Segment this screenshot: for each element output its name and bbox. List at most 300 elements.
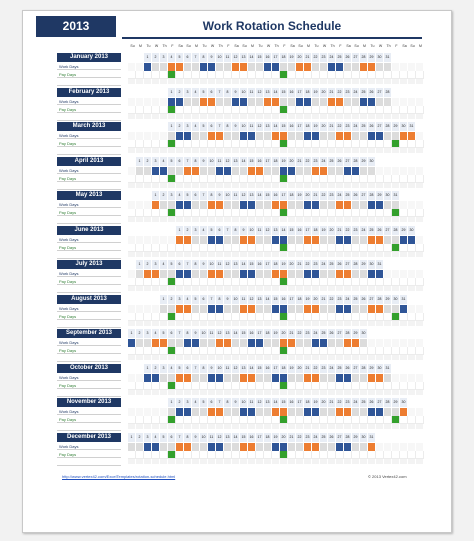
notes-cell[interactable] xyxy=(232,183,240,188)
notes-cell[interactable] xyxy=(368,355,376,360)
work-day-cell[interactable] xyxy=(176,98,184,106)
pay-day-cell[interactable] xyxy=(176,313,184,321)
notes-cell[interactable] xyxy=(408,390,416,395)
work-day-cell[interactable] xyxy=(264,98,272,106)
pay-day-cell[interactable] xyxy=(304,382,312,390)
notes-cell[interactable] xyxy=(408,217,416,222)
work-day-cell[interactable] xyxy=(304,201,312,209)
notes-cell[interactable] xyxy=(224,217,232,222)
pay-day-cell[interactable] xyxy=(152,175,160,183)
notes-cell[interactable] xyxy=(232,114,240,119)
work-day-cell[interactable] xyxy=(144,443,152,451)
notes-cell[interactable] xyxy=(168,183,176,188)
notes-cell[interactable] xyxy=(312,79,320,84)
pay-day-cell[interactable] xyxy=(152,416,160,424)
notes-cell[interactable] xyxy=(224,183,232,188)
work-day-cell[interactable] xyxy=(416,201,424,209)
work-day-cell[interactable] xyxy=(216,443,224,451)
pay-day-cell[interactable] xyxy=(312,416,320,424)
work-day-cell[interactable] xyxy=(416,305,424,313)
notes-cell[interactable] xyxy=(128,148,136,153)
notes-cell[interactable] xyxy=(376,390,384,395)
work-day-cell[interactable] xyxy=(312,443,320,451)
pay-day-cell[interactable] xyxy=(416,451,424,459)
work-day-cell[interactable] xyxy=(320,201,328,209)
work-day-cell[interactable] xyxy=(360,443,368,451)
work-day-cell[interactable] xyxy=(160,374,168,382)
pay-day-cell[interactable] xyxy=(216,175,224,183)
pay-day-cell[interactable] xyxy=(200,71,208,79)
notes-cell[interactable] xyxy=(320,148,328,153)
work-day-cell[interactable] xyxy=(136,167,144,175)
pay-day-cell[interactable] xyxy=(232,382,240,390)
work-day-cell[interactable] xyxy=(384,63,392,71)
work-day-cell[interactable] xyxy=(392,98,400,106)
notes-cell[interactable] xyxy=(328,79,336,84)
work-day-cell[interactable] xyxy=(352,63,360,71)
work-day-cell[interactable] xyxy=(280,63,288,71)
notes-cell[interactable] xyxy=(176,79,184,84)
notes-cell[interactable] xyxy=(368,114,376,119)
work-day-cell[interactable] xyxy=(336,408,344,416)
work-day-cell[interactable] xyxy=(192,443,200,451)
work-day-cell[interactable] xyxy=(304,374,312,382)
work-day-cell[interactable] xyxy=(200,63,208,71)
pay-day-cell[interactable] xyxy=(392,175,400,183)
pay-day-cell[interactable] xyxy=(392,209,400,217)
pay-day-cell[interactable] xyxy=(376,140,384,148)
work-day-cell[interactable] xyxy=(296,305,304,313)
pay-day-cell[interactable] xyxy=(168,416,176,424)
work-day-cell[interactable] xyxy=(128,201,136,209)
notes-cell[interactable] xyxy=(152,79,160,84)
notes-cell[interactable] xyxy=(344,114,352,119)
work-day-cell[interactable] xyxy=(368,443,376,451)
pay-day-cell[interactable] xyxy=(208,278,216,286)
notes-cell[interactable] xyxy=(296,286,304,291)
work-day-cell[interactable] xyxy=(280,408,288,416)
notes-cell[interactable] xyxy=(208,459,216,464)
pay-day-cell[interactable] xyxy=(336,382,344,390)
pay-day-cell[interactable] xyxy=(200,278,208,286)
notes-cell[interactable] xyxy=(352,79,360,84)
work-day-cell[interactable] xyxy=(312,305,320,313)
pay-day-cell[interactable] xyxy=(408,451,416,459)
notes-cell[interactable] xyxy=(400,252,408,257)
work-day-cell[interactable] xyxy=(344,374,352,382)
pay-day-cell[interactable] xyxy=(360,140,368,148)
pay-day-cell[interactable] xyxy=(408,278,416,286)
pay-day-cell[interactable] xyxy=(336,106,344,114)
pay-day-cell[interactable] xyxy=(160,313,168,321)
notes-cell[interactable] xyxy=(384,183,392,188)
pay-day-cell[interactable] xyxy=(368,175,376,183)
work-day-cell[interactable] xyxy=(416,63,424,71)
work-day-cell[interactable] xyxy=(144,132,152,140)
pay-day-cell[interactable] xyxy=(336,451,344,459)
notes-cell[interactable] xyxy=(336,252,344,257)
pay-day-cell[interactable] xyxy=(328,382,336,390)
pay-day-cell[interactable] xyxy=(304,140,312,148)
notes-cell[interactable] xyxy=(352,252,360,257)
pay-day-cell[interactable] xyxy=(216,416,224,424)
notes-cell[interactable] xyxy=(232,321,240,326)
notes-cell[interactable] xyxy=(192,424,200,429)
notes-cell[interactable] xyxy=(264,321,272,326)
notes-cell[interactable] xyxy=(168,148,176,153)
notes-cell[interactable] xyxy=(128,459,136,464)
notes-cell[interactable] xyxy=(280,217,288,222)
notes-cell[interactable] xyxy=(336,286,344,291)
work-day-cell[interactable] xyxy=(224,167,232,175)
pay-day-cell[interactable] xyxy=(296,416,304,424)
pay-day-cell[interactable] xyxy=(216,451,224,459)
work-day-cell[interactable] xyxy=(224,236,232,244)
notes-cell[interactable] xyxy=(256,424,264,429)
pay-day-cell[interactable] xyxy=(416,209,424,217)
work-day-cell[interactable] xyxy=(136,443,144,451)
work-day-cell[interactable] xyxy=(328,443,336,451)
pay-day-cell[interactable] xyxy=(136,209,144,217)
work-day-cell[interactable] xyxy=(392,201,400,209)
notes-cell[interactable] xyxy=(392,148,400,153)
pay-day-cell[interactable] xyxy=(144,347,152,355)
work-day-cell[interactable] xyxy=(216,132,224,140)
work-day-cell[interactable] xyxy=(184,339,192,347)
notes-cell[interactable] xyxy=(376,79,384,84)
notes-cell[interactable] xyxy=(224,286,232,291)
work-day-cell[interactable] xyxy=(232,132,240,140)
pay-day-cell[interactable] xyxy=(336,278,344,286)
work-day-cell[interactable] xyxy=(344,236,352,244)
work-day-cell[interactable] xyxy=(128,167,136,175)
pay-day-cell[interactable] xyxy=(256,313,264,321)
notes-cell[interactable] xyxy=(160,217,168,222)
notes-cell[interactable] xyxy=(336,424,344,429)
notes-cell[interactable] xyxy=(312,321,320,326)
work-day-cell[interactable] xyxy=(392,63,400,71)
work-day-cell[interactable] xyxy=(408,374,416,382)
work-day-cell[interactable] xyxy=(328,339,336,347)
work-day-cell[interactable] xyxy=(376,132,384,140)
work-day-cell[interactable] xyxy=(192,339,200,347)
notes-cell[interactable] xyxy=(280,424,288,429)
pay-day-cell[interactable] xyxy=(152,278,160,286)
pay-day-cell[interactable] xyxy=(360,209,368,217)
notes-cell[interactable] xyxy=(320,252,328,257)
notes-cell[interactable] xyxy=(176,390,184,395)
pay-day-cell[interactable] xyxy=(224,416,232,424)
notes-cell[interactable] xyxy=(336,355,344,360)
notes-cell[interactable] xyxy=(320,217,328,222)
work-day-cell[interactable] xyxy=(344,201,352,209)
pay-day-cell[interactable] xyxy=(192,209,200,217)
pay-day-cell[interactable] xyxy=(376,416,384,424)
pay-day-cell[interactable] xyxy=(328,278,336,286)
work-day-cell[interactable] xyxy=(392,132,400,140)
notes-cell[interactable] xyxy=(288,390,296,395)
work-day-cell[interactable] xyxy=(136,339,144,347)
notes-cell[interactable] xyxy=(184,252,192,257)
work-day-cell[interactable] xyxy=(376,201,384,209)
notes-cell[interactable] xyxy=(328,459,336,464)
work-day-cell[interactable] xyxy=(200,236,208,244)
notes-cell[interactable] xyxy=(136,148,144,153)
notes-cell[interactable] xyxy=(312,390,320,395)
notes-cell[interactable] xyxy=(328,321,336,326)
pay-day-cell[interactable] xyxy=(296,244,304,252)
notes-cell[interactable] xyxy=(336,321,344,326)
work-day-cell[interactable] xyxy=(248,443,256,451)
work-day-cell[interactable] xyxy=(136,201,144,209)
pay-day-cell[interactable] xyxy=(320,416,328,424)
work-day-cell[interactable] xyxy=(232,408,240,416)
notes-cell[interactable] xyxy=(184,459,192,464)
work-day-cell[interactable] xyxy=(264,132,272,140)
notes-cell[interactable] xyxy=(384,459,392,464)
notes-cell[interactable] xyxy=(184,217,192,222)
pay-day-cell[interactable] xyxy=(200,382,208,390)
pay-day-cell[interactable] xyxy=(288,451,296,459)
pay-day-cell[interactable] xyxy=(176,106,184,114)
work-day-cell[interactable] xyxy=(368,63,376,71)
notes-cell[interactable] xyxy=(152,390,160,395)
pay-day-cell[interactable] xyxy=(160,106,168,114)
pay-day-cell[interactable] xyxy=(264,140,272,148)
notes-cell[interactable] xyxy=(408,252,416,257)
work-day-cell[interactable] xyxy=(168,201,176,209)
work-day-cell[interactable] xyxy=(256,408,264,416)
pay-day-cell[interactable] xyxy=(248,209,256,217)
notes-cell[interactable] xyxy=(128,286,136,291)
pay-day-cell[interactable] xyxy=(152,71,160,79)
notes-cell[interactable] xyxy=(176,459,184,464)
work-day-cell[interactable] xyxy=(264,374,272,382)
work-day-cell[interactable] xyxy=(296,132,304,140)
pay-day-cell[interactable] xyxy=(360,106,368,114)
notes-cell[interactable] xyxy=(136,183,144,188)
notes-cell[interactable] xyxy=(272,355,280,360)
pay-day-cell[interactable] xyxy=(376,244,384,252)
pay-day-cell[interactable] xyxy=(376,451,384,459)
work-day-cell[interactable] xyxy=(296,443,304,451)
notes-cell[interactable] xyxy=(168,252,176,257)
pay-day-cell[interactable] xyxy=(208,106,216,114)
pay-day-cell[interactable] xyxy=(248,313,256,321)
notes-cell[interactable] xyxy=(416,321,424,326)
pay-day-cell[interactable] xyxy=(256,382,264,390)
pay-day-cell[interactable] xyxy=(336,175,344,183)
pay-day-cell[interactable] xyxy=(128,209,136,217)
pay-day-cell[interactable] xyxy=(360,313,368,321)
work-day-cell[interactable] xyxy=(288,305,296,313)
pay-day-cell[interactable] xyxy=(352,451,360,459)
notes-cell[interactable] xyxy=(192,183,200,188)
notes-cell[interactable] xyxy=(368,286,376,291)
notes-cell[interactable] xyxy=(416,148,424,153)
pay-day-cell[interactable] xyxy=(200,347,208,355)
work-day-cell[interactable] xyxy=(376,305,384,313)
notes-cell[interactable] xyxy=(296,217,304,222)
pay-day-cell[interactable] xyxy=(152,347,160,355)
notes-cell[interactable] xyxy=(264,148,272,153)
vertex42-link[interactable]: http://www.vertex42.com/ExcelTemplates/rotation-schedule.html xyxy=(62,474,176,479)
notes-cell[interactable] xyxy=(168,79,176,84)
notes-cell[interactable] xyxy=(200,321,208,326)
pay-day-cell[interactable] xyxy=(280,209,288,217)
work-day-cell[interactable] xyxy=(384,443,392,451)
work-day-cell[interactable] xyxy=(176,132,184,140)
work-day-cell[interactable] xyxy=(168,167,176,175)
notes-cell[interactable] xyxy=(144,459,152,464)
pay-day-cell[interactable] xyxy=(344,278,352,286)
pay-day-cell[interactable] xyxy=(240,175,248,183)
notes-cell[interactable] xyxy=(264,390,272,395)
work-day-cell[interactable] xyxy=(176,305,184,313)
notes-cell[interactable] xyxy=(248,459,256,464)
pay-day-cell[interactable] xyxy=(320,106,328,114)
work-day-cell[interactable] xyxy=(344,305,352,313)
notes-cell[interactable] xyxy=(384,424,392,429)
notes-cell[interactable] xyxy=(328,286,336,291)
pay-day-cell[interactable] xyxy=(304,313,312,321)
notes-cell[interactable] xyxy=(208,183,216,188)
work-day-cell[interactable] xyxy=(208,167,216,175)
pay-day-cell[interactable] xyxy=(392,451,400,459)
pay-day-cell[interactable] xyxy=(136,278,144,286)
pay-day-cell[interactable] xyxy=(280,106,288,114)
work-day-cell[interactable] xyxy=(152,374,160,382)
notes-cell[interactable] xyxy=(248,321,256,326)
pay-day-cell[interactable] xyxy=(352,347,360,355)
pay-day-cell[interactable] xyxy=(192,382,200,390)
pay-day-cell[interactable] xyxy=(408,71,416,79)
pay-day-cell[interactable] xyxy=(176,347,184,355)
work-day-cell[interactable] xyxy=(232,305,240,313)
pay-day-cell[interactable] xyxy=(360,71,368,79)
notes-cell[interactable] xyxy=(152,355,160,360)
work-day-cell[interactable] xyxy=(400,374,408,382)
pay-day-cell[interactable] xyxy=(312,347,320,355)
work-day-cell[interactable] xyxy=(304,167,312,175)
work-day-cell[interactable] xyxy=(208,339,216,347)
notes-cell[interactable] xyxy=(144,183,152,188)
pay-day-cell[interactable] xyxy=(328,209,336,217)
work-day-cell[interactable] xyxy=(360,408,368,416)
pay-day-cell[interactable] xyxy=(192,313,200,321)
notes-cell[interactable] xyxy=(208,424,216,429)
notes-cell[interactable] xyxy=(296,252,304,257)
pay-day-cell[interactable] xyxy=(272,313,280,321)
pay-day-cell[interactable] xyxy=(152,244,160,252)
notes-cell[interactable] xyxy=(368,148,376,153)
work-day-cell[interactable] xyxy=(280,305,288,313)
notes-cell[interactable] xyxy=(288,79,296,84)
notes-cell[interactable] xyxy=(200,390,208,395)
notes-cell[interactable] xyxy=(208,148,216,153)
work-day-cell[interactable] xyxy=(304,408,312,416)
work-day-cell[interactable] xyxy=(272,305,280,313)
notes-cell[interactable] xyxy=(208,321,216,326)
pay-day-cell[interactable] xyxy=(416,416,424,424)
notes-cell[interactable] xyxy=(312,252,320,257)
work-day-cell[interactable] xyxy=(400,63,408,71)
notes-cell[interactable] xyxy=(304,148,312,153)
pay-day-cell[interactable] xyxy=(280,175,288,183)
work-day-cell[interactable] xyxy=(192,374,200,382)
work-day-cell[interactable] xyxy=(144,167,152,175)
pay-day-cell[interactable] xyxy=(216,140,224,148)
pay-day-cell[interactable] xyxy=(336,140,344,148)
pay-day-cell[interactable] xyxy=(288,278,296,286)
pay-day-cell[interactable] xyxy=(400,382,408,390)
work-day-cell[interactable] xyxy=(152,201,160,209)
notes-cell[interactable] xyxy=(184,424,192,429)
pay-day-cell[interactable] xyxy=(208,140,216,148)
work-day-cell[interactable] xyxy=(144,201,152,209)
work-day-cell[interactable] xyxy=(144,305,152,313)
notes-cell[interactable] xyxy=(184,183,192,188)
work-day-cell[interactable] xyxy=(224,374,232,382)
notes-cell[interactable] xyxy=(160,321,168,326)
pay-day-cell[interactable] xyxy=(200,244,208,252)
work-day-cell[interactable] xyxy=(328,201,336,209)
pay-day-cell[interactable] xyxy=(176,209,184,217)
notes-cell[interactable] xyxy=(208,390,216,395)
notes-cell[interactable] xyxy=(328,148,336,153)
pay-day-cell[interactable] xyxy=(312,140,320,148)
work-day-cell[interactable] xyxy=(368,98,376,106)
work-day-cell[interactable] xyxy=(256,167,264,175)
notes-cell[interactable] xyxy=(376,321,384,326)
notes-cell[interactable] xyxy=(152,183,160,188)
notes-cell[interactable] xyxy=(328,252,336,257)
work-day-cell[interactable] xyxy=(176,201,184,209)
notes-cell[interactable] xyxy=(368,79,376,84)
work-day-cell[interactable] xyxy=(312,98,320,106)
pay-day-cell[interactable] xyxy=(344,140,352,148)
pay-day-cell[interactable] xyxy=(240,106,248,114)
notes-cell[interactable] xyxy=(304,114,312,119)
work-day-cell[interactable] xyxy=(360,98,368,106)
pay-day-cell[interactable] xyxy=(168,278,176,286)
pay-day-cell[interactable] xyxy=(248,140,256,148)
notes-cell[interactable] xyxy=(296,183,304,188)
work-day-cell[interactable] xyxy=(208,374,216,382)
notes-cell[interactable] xyxy=(352,148,360,153)
pay-day-cell[interactable] xyxy=(280,347,288,355)
work-day-cell[interactable] xyxy=(416,98,424,106)
work-day-cell[interactable] xyxy=(336,305,344,313)
notes-cell[interactable] xyxy=(408,355,416,360)
notes-cell[interactable] xyxy=(176,424,184,429)
work-day-cell[interactable] xyxy=(216,270,224,278)
notes-cell[interactable] xyxy=(256,390,264,395)
notes-cell[interactable] xyxy=(136,217,144,222)
notes-cell[interactable] xyxy=(360,217,368,222)
notes-cell[interactable] xyxy=(368,321,376,326)
pay-day-cell[interactable] xyxy=(264,278,272,286)
pay-day-cell[interactable] xyxy=(128,451,136,459)
work-day-cell[interactable] xyxy=(216,98,224,106)
notes-cell[interactable] xyxy=(376,183,384,188)
work-day-cell[interactable] xyxy=(312,408,320,416)
work-day-cell[interactable] xyxy=(336,201,344,209)
notes-cell[interactable] xyxy=(192,148,200,153)
notes-cell[interactable] xyxy=(256,252,264,257)
notes-cell[interactable] xyxy=(208,217,216,222)
notes-cell[interactable] xyxy=(408,79,416,84)
